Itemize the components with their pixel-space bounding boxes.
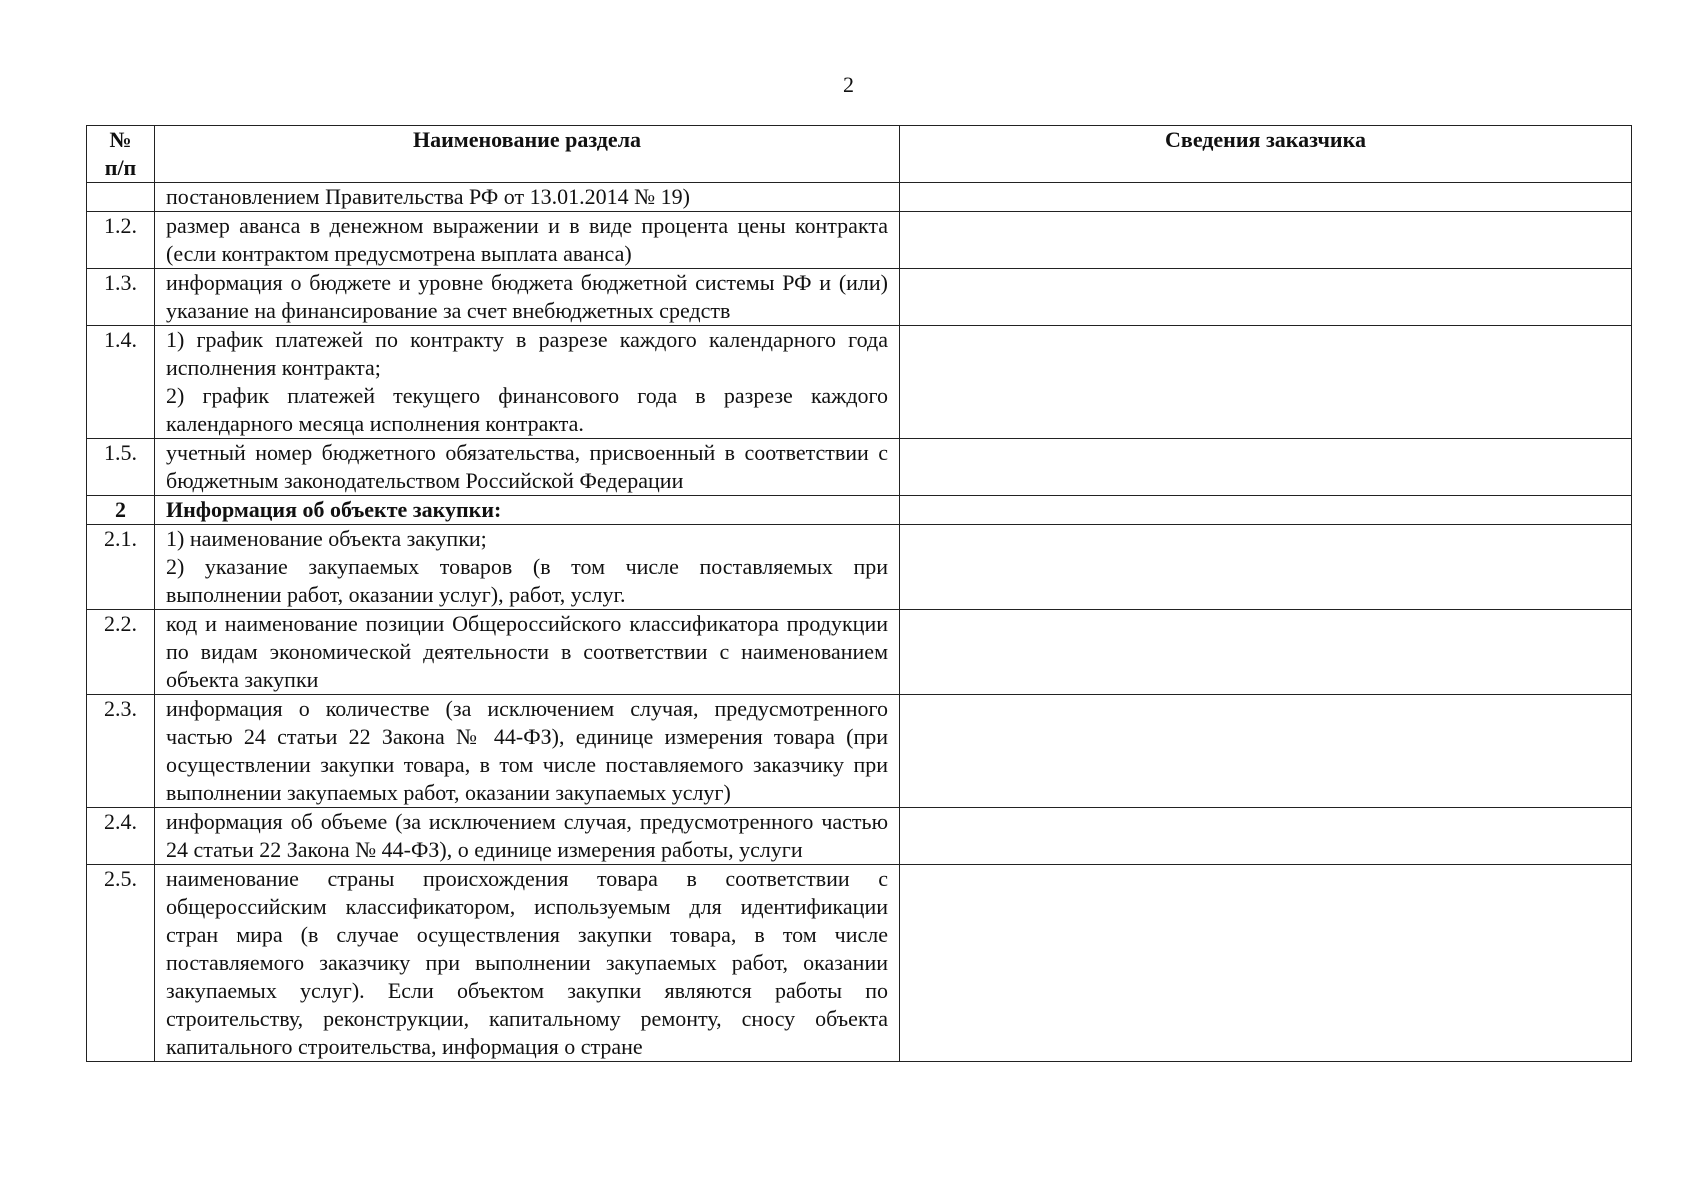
row-customer-info[interactable] [900,212,1632,269]
table-row [87,808,1632,865]
row-customer-info[interactable] [900,695,1632,808]
row-paragraph: 1) график платежей по контракту в разрезе каждого календарного года исполнения контракта; [166,327,888,380]
row-customer-info[interactable] [900,610,1632,695]
row-number: 2 [87,496,155,525]
table-row [87,865,1632,1062]
row-customer-info[interactable] [900,269,1632,326]
row-number: 1.3. [87,269,155,326]
table-row [87,269,1632,326]
row-paragraph: информация о количестве (за исключением случая, предусмотренного частью 24 статьи 22 Закона № 44-ФЗ), единице измерения товара (при осуществлении закупки товара, в том числе поставляемого заказчику при выполнении закупаемых работ, оказании закупаемых услуг) [166,696,888,805]
header-customer-info: Сведения заказчика [900,126,1632,183]
row-paragraph: код и наименование позиции Общероссийского классификатора продукции по видам экономической деятельности в соответствии с наименованием объекта закупки [166,611,888,692]
row-section-name [155,212,900,269]
row-paragraph: Информация об объекте закупки: [166,497,502,522]
header-number [87,126,155,183]
table-row [87,326,1632,439]
row-number [87,183,155,212]
row-section-name [155,525,900,610]
table-row [87,183,1632,212]
table-row [87,695,1632,808]
header-number-line1: № [109,127,132,152]
row-paragraph: постановлением Правительства РФ от 13.01.2014 № 19) [166,184,690,209]
row-section-name [155,496,900,525]
row-paragraph: наименование страны происхождения товара в соответствии с общероссийским классификатором, используемым для идентификации стран мира (в случае осуществления закупки товара, в том числе поставляемого заказчику при выполнении закупаемых работ, оказании закупаемых услуг). Если объектом закупки являются работы по строительству, реконструкции, капитальному ремонту, сносу объекта капитального строительства, информация о стране [166,866,888,1059]
row-number: 1.5. [87,439,155,496]
row-paragraph: информация об объеме (за исключением случая, предусмотренного частью 24 статьи 22 Закона № 44-ФЗ), о единице измерения работы, услуги [166,809,888,862]
table-row [87,439,1632,496]
row-section-name [155,808,900,865]
row-paragraph: 2) указание закупаемых товаров (в том числе поставляемых при выполнении работ, оказании услуг), работ, услуг. [166,554,888,607]
row-number: 2.4. [87,808,155,865]
form-table [86,125,1632,1062]
row-number: 2.3. [87,695,155,808]
row-paragraph: информация о бюджете и уровне бюджета бюджетной системы РФ и (или) указание на финансирование за счет внебюджетных средств [166,270,888,323]
row-number: 2.1. [87,525,155,610]
row-section-name [155,610,900,695]
row-number: 1.2. [87,212,155,269]
table-body [87,183,1632,1062]
row-customer-info[interactable] [900,439,1632,496]
header-number-line2: п/п [104,155,137,180]
header-section-name: Наименование раздела [155,126,900,183]
row-section-name [155,865,900,1062]
row-customer-info[interactable] [900,808,1632,865]
row-customer-info[interactable] [900,865,1632,1062]
row-paragraph: размер аванса в денежном выражении и в виде процента цены контракта (если контрактом предусмотрена выплата аванса) [166,213,888,266]
table-row [87,525,1632,610]
row-customer-info[interactable] [900,496,1632,525]
table-row [87,610,1632,695]
row-number: 2.2. [87,610,155,695]
row-paragraph: учетный номер бюджетного обязательства, присвоенный в соответствии с бюджетным законодательством Российской Федерации [166,440,888,493]
row-customer-info[interactable] [900,183,1632,212]
row-paragraph: 1) наименование объекта закупки; [166,526,487,551]
row-number: 1.4. [87,326,155,439]
row-customer-info[interactable] [900,326,1632,439]
row-paragraph: 2) график платежей текущего финансового года в разрезе каждого календарного месяца исполнения контракта. [166,383,888,436]
row-section-name [155,326,900,439]
table-header-row [87,126,1632,183]
table-row [87,212,1632,269]
row-section-name [155,439,900,496]
section-row [87,496,1632,525]
row-number: 2.5. [87,865,155,1062]
page-number: 2 [843,72,854,97]
row-section-name [155,269,900,326]
row-section-name [155,183,900,212]
row-section-name [155,695,900,808]
row-customer-info[interactable] [900,525,1632,610]
